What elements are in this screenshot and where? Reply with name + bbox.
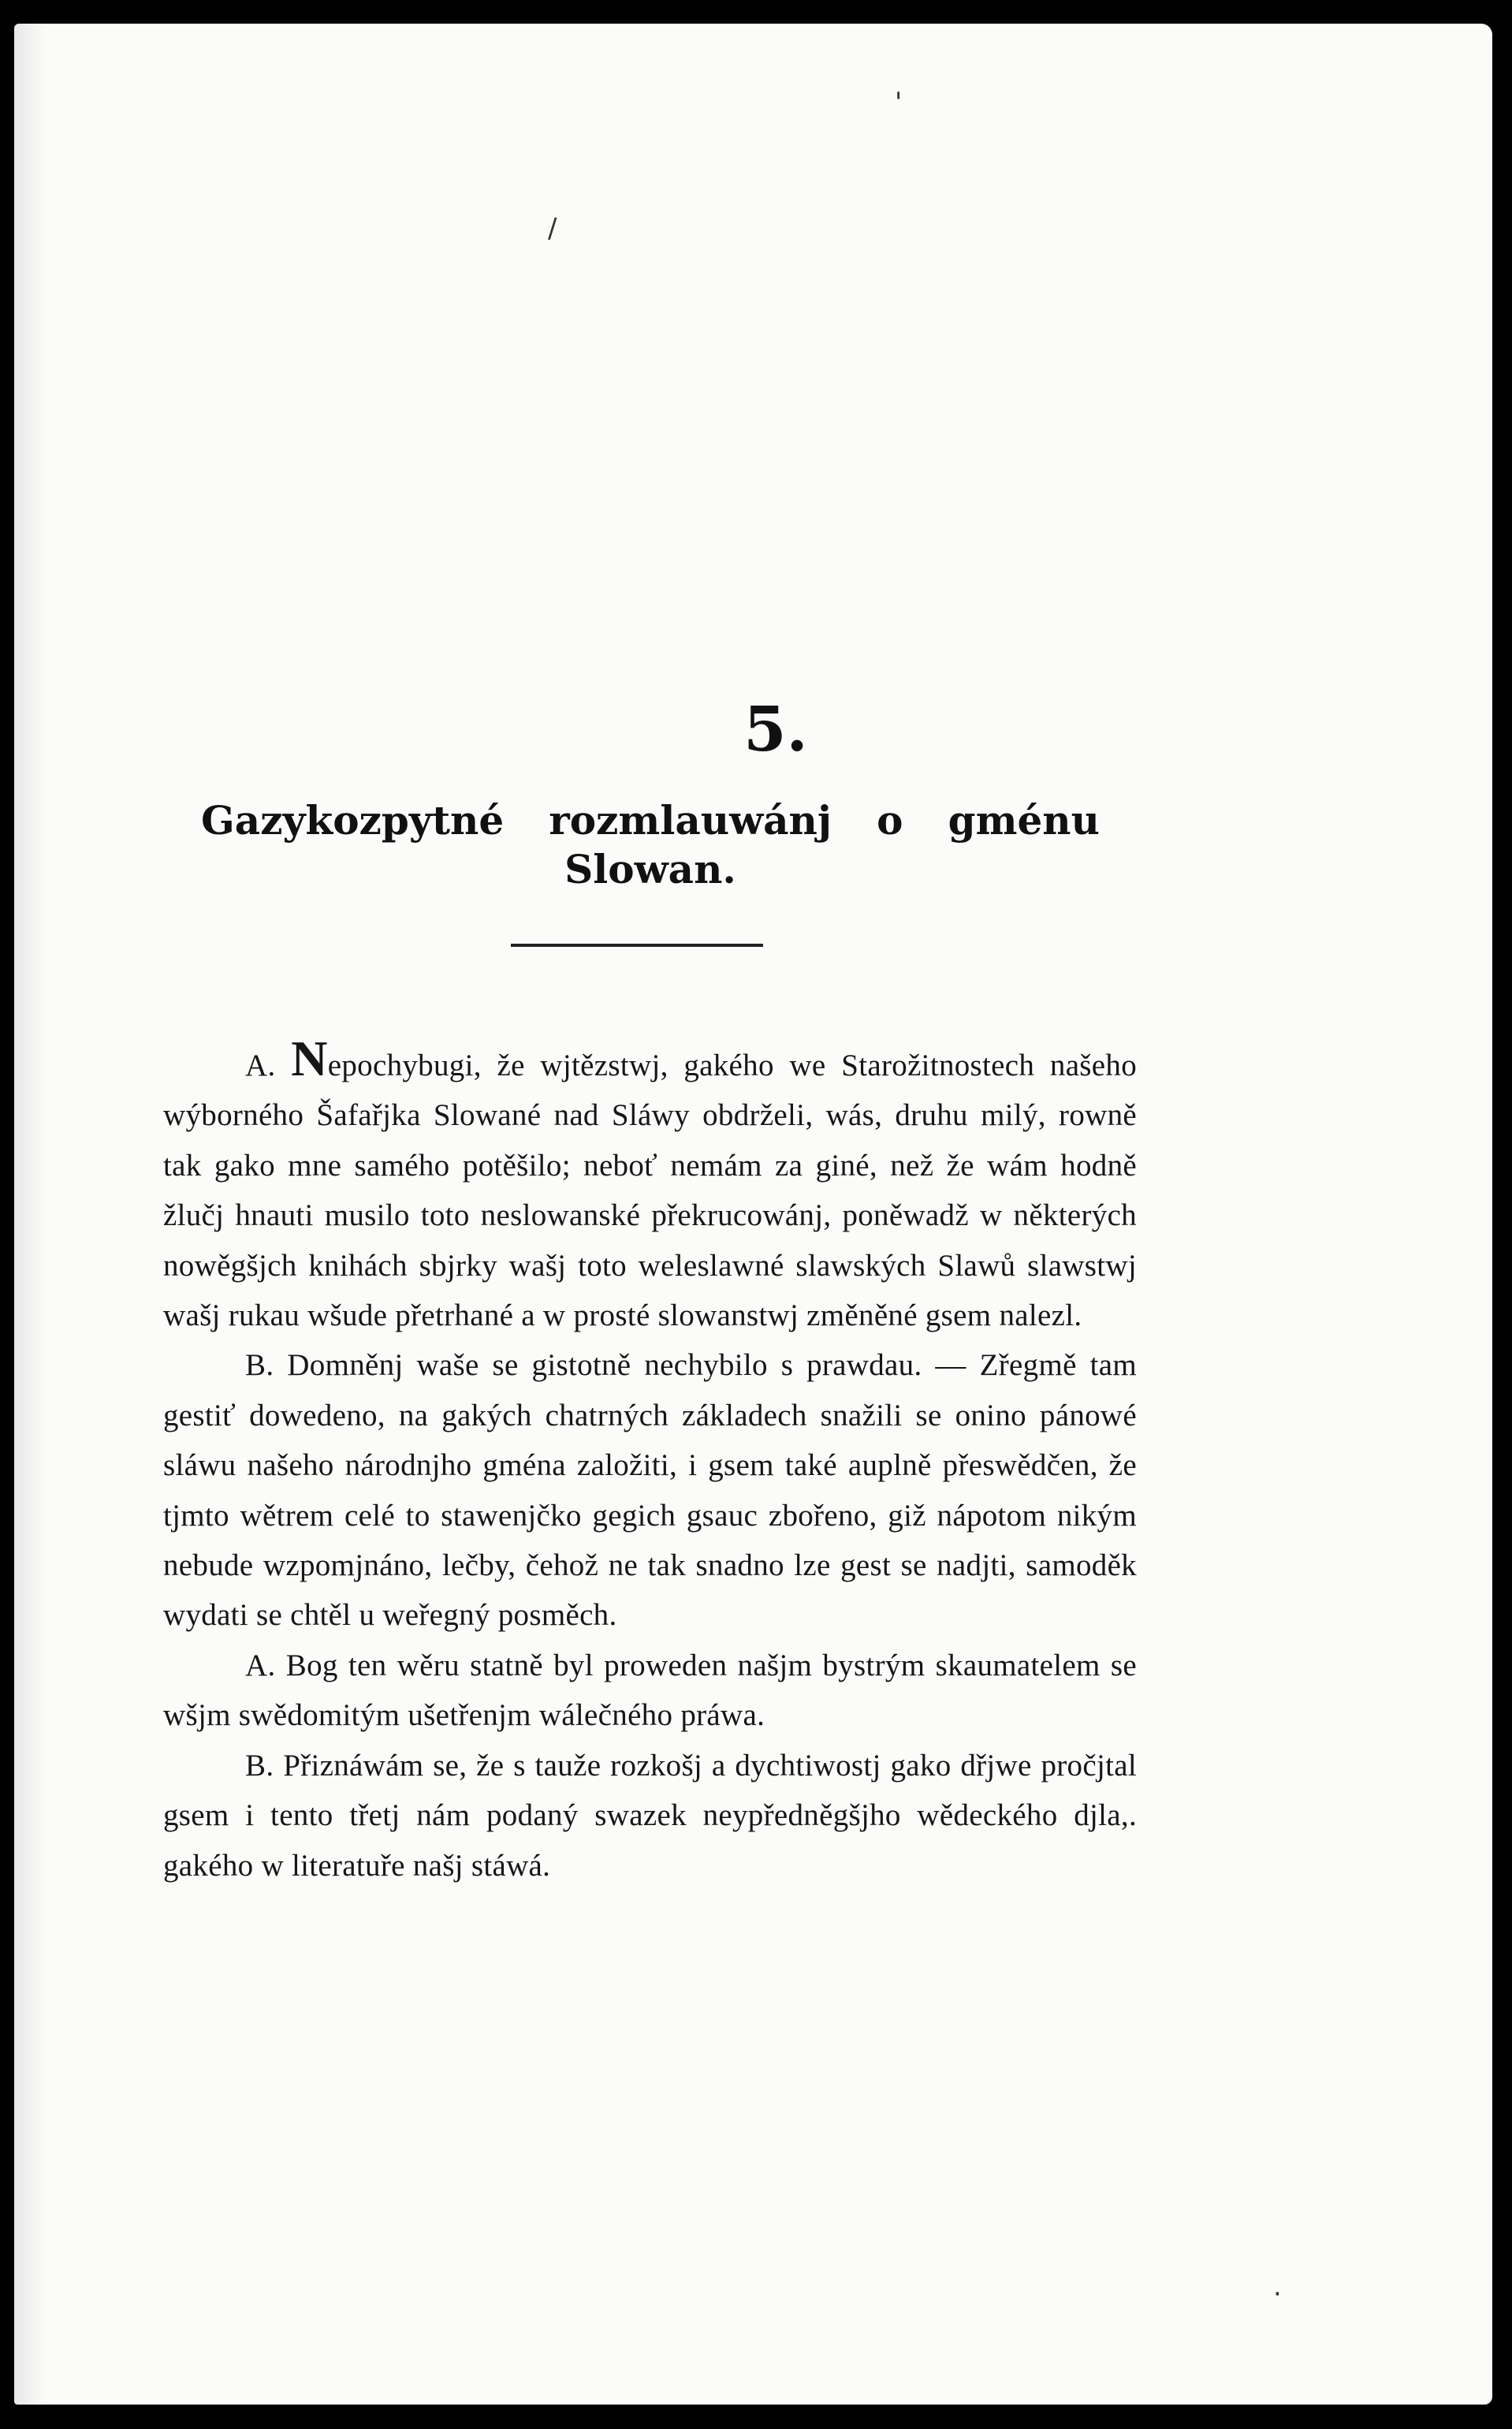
dialogue-body <box>163 1030 1137 1891</box>
drop-cap: N <box>291 1030 328 1086</box>
paragraph-text: Bog ten wěru statně byl proweden našjm bystrým skaumatelem se wšjm swědomitým ušetřenjm wálečného práwa. <box>163 1648 1137 1733</box>
page-edge-shadow <box>14 24 46 2405</box>
stray-mark: · <box>1273 2278 1282 2310</box>
paragraph-text: Přiznáwám se, že s tauže rozkošj a dychtiwostj gako dřjwe pročjtal gsem i tento třetj nám podaný swazek neypředněgšjho wědeckého djla,. gakého w literatuře našj stáwá. <box>163 1748 1137 1883</box>
paragraph-text: epochybugi, že wjtězstwj, gakého we Starožitnostech našeho wýborného Šafařjka Slowané nad Sláwy obdrželi, wás, druhu milý, rowně tak gako mne samého potěšilo; neboť nemám za giné, než že wám hodně žlučj hnauti musilo toto neslowanské překrucowánj, poněwadž w některých nowěgšjch knihách sbjrky wašj toto weleslawné slawských Slawů slawstwj wašj rukau wšude přetrhané a w prosté slowanstwj změněné gsem nalezl. <box>163 1049 1137 1333</box>
paragraph <box>163 1641 1137 1741</box>
chapter-title-line2: Slowan. <box>564 846 736 892</box>
speaker-label: A. <box>245 1049 276 1082</box>
paragraph <box>163 1741 1137 1891</box>
chapter-title-line1: Gazykozpytné rozmlauwánj o gménu <box>201 797 1100 844</box>
paragraph-text: Domněnj waše se gistotně nechybilo s prawdau. — Zřegmě tam gestiť dowedeno, na gakých chatrných základech snažili se onino pánowé sláwu našeho národnjho gména založiti, i gsem také auplně přeswědčen, že tjmto wětrem celé to stawenjčko gegich gsauc zbořeno, giž nápotom nikým nebude wzpomjnáno, lečby, čehož ne tak snadno lze gest se nadjti, samoděk wydati se chtěl u weřegný posměch. <box>163 1348 1137 1633</box>
speaker-label: B. <box>245 1748 274 1783</box>
stray-mark: ' <box>895 87 903 118</box>
stray-mark: / <box>548 213 557 244</box>
paragraph <box>163 1340 1137 1640</box>
paragraph <box>163 1030 1137 1340</box>
title-divider <box>511 944 763 947</box>
chapter-number: 5. <box>743 694 808 766</box>
speaker-label: A. <box>245 1648 276 1682</box>
speaker-label: B. <box>245 1348 274 1383</box>
chapter-title <box>201 796 1100 894</box>
